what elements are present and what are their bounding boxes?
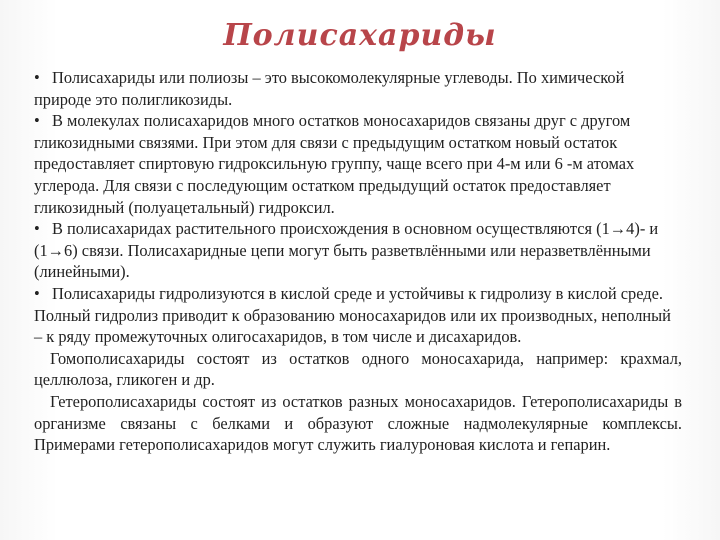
bullet-text: Полисахариды гидролизуются в кислой среде и устойчивы к гидролизу в кислой среде. Полный гидролиз приводит к образованию моносахаридов или их производных, неполный – к ряду промежуточных олигосахаридов, в том числе и дисахаридов. — [34, 283, 671, 347]
paragraph-heteropolysaccharides: Гетерополисахариды состоят из остатков разных моносахаридов. Гетерополисахариды в организме связаны с белками и образуют сложные надмолекулярные комплексы. Примерами гетерополисахаридов могут служить гиалуроновая кислота и гепарин. — [34, 391, 682, 455]
paragraph-homopolysaccharides: Гомополисахариды состоят из остатков одного моносахарида, например: крахмал, целлюлоза, гликоген и др. — [34, 348, 682, 390]
bullet-text: Полисахариды или полиозы – это высокомолекулярные углеводы. По химической природе это полигликозиды. — [34, 68, 625, 109]
bullet-item — [34, 67, 682, 110]
slide-body — [34, 67, 682, 456]
bullet-icon: • — [34, 283, 40, 303]
bullet-text: В полисахаридах растительного происхождения в основном осуществляются (1→4)- и (1→6) связи. Полисахаридные цепи могут быть разветвлёнными или неразветвлёнными (линейными). — [34, 219, 659, 282]
bullet-icon: • — [34, 68, 40, 87]
bullet-text: В молекулах полисахаридов много остатков моносахаридов связаны друг с другом гликозидными связями. При этом для связи с предыдущим остатком новый остаток предоставляет спиртовую гидроксильную группу, чаще всего при 4-м или 6 -м атомах углерода. Для связи с последующим остатком предыдущий остаток предоставляет гликозидный (полуацетальный) гидроксил. — [34, 111, 635, 217]
slide-title: Полисахариды — [223, 18, 497, 53]
bullet-item — [34, 110, 682, 218]
bullet-item — [34, 283, 682, 348]
bullet-item — [34, 218, 682, 283]
bullet-icon: • — [34, 111, 40, 131]
bullet-icon: • — [34, 219, 40, 239]
